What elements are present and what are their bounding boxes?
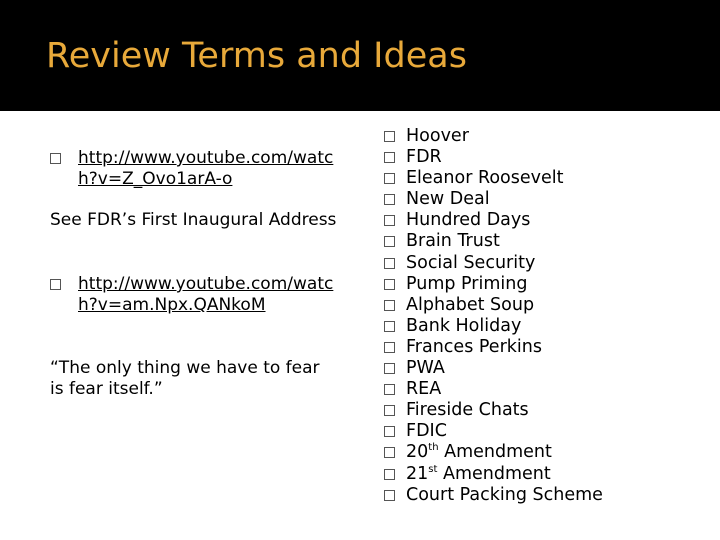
term-item	[384, 442, 714, 463]
bullet-icon	[384, 279, 395, 290]
bullet-icon	[384, 405, 395, 416]
video-link-1[interactable]: http://www.youtube.com/watch?v=Z_Ovo1arA-o	[78, 148, 334, 189]
term-item	[384, 147, 714, 168]
bullet-icon	[384, 469, 395, 480]
term-item	[384, 379, 714, 400]
bullet-icon	[384, 426, 395, 437]
term-label: PWA	[406, 358, 445, 379]
bullet-icon	[384, 447, 395, 458]
term-item	[384, 126, 714, 147]
bullet-icon	[384, 490, 395, 501]
term-item	[384, 316, 714, 337]
term-item	[384, 253, 714, 274]
bullet-icon	[384, 258, 395, 269]
bullet-icon	[384, 384, 395, 395]
terms-list	[384, 126, 714, 506]
bullet-icon	[50, 279, 61, 290]
term-label: Brain Trust	[406, 231, 500, 252]
term-item	[384, 337, 714, 358]
term-label: 20th Amendment	[406, 442, 552, 463]
video-link-item-2	[50, 274, 350, 316]
bullet-icon	[384, 194, 395, 205]
term-item	[384, 295, 714, 316]
term-item	[384, 464, 714, 485]
term-item	[384, 168, 714, 189]
video-link-item-1	[50, 148, 350, 190]
term-label: FDR	[406, 147, 442, 168]
term-label: Eleanor Roosevelt	[406, 168, 564, 189]
term-label: Hoover	[406, 126, 469, 146]
bullet-icon	[384, 215, 395, 226]
inaugural-caption: See FDR’s First Inaugural Address	[50, 210, 337, 230]
term-label: Frances Perkins	[406, 336, 542, 357]
bullet-icon	[384, 300, 395, 311]
term-label: Pump Priming	[406, 273, 528, 294]
term-label: 21st Amendment	[406, 463, 551, 484]
bullet-icon	[384, 363, 395, 374]
term-label: Social Security	[406, 252, 536, 273]
bullet-icon	[50, 153, 61, 164]
term-label: REA	[406, 379, 442, 400]
term-item	[384, 400, 714, 421]
term-label: Hundred Days	[406, 210, 531, 231]
term-label: FDIC	[406, 421, 447, 442]
video-link-2[interactable]: http://www.youtube.com/watch?v=am.Npx.QANkoM	[78, 274, 334, 315]
term-label: Fireside Chats	[406, 400, 529, 421]
term-item	[384, 421, 714, 442]
bullet-icon	[384, 321, 395, 332]
term-item	[384, 485, 714, 506]
bullet-icon	[384, 236, 395, 247]
term-label: Bank Holiday	[406, 315, 522, 336]
term-item	[384, 358, 714, 379]
term-item	[384, 274, 714, 295]
slide-title: Review Terms and Ideas	[46, 36, 467, 76]
fdr-quote: “The only thing we have to fear is fear itself.”	[50, 358, 320, 399]
term-item	[384, 189, 714, 210]
term-label: Court Packing Scheme	[406, 484, 603, 505]
term-item	[384, 231, 714, 252]
title-bar	[0, 0, 720, 111]
term-item	[384, 210, 714, 231]
bullet-icon	[384, 152, 395, 163]
bullet-icon	[384, 131, 395, 142]
term-label: New Deal	[406, 189, 490, 210]
bullet-icon	[384, 173, 395, 184]
term-label: Alphabet Soup	[406, 294, 535, 315]
bullet-icon	[384, 342, 395, 353]
